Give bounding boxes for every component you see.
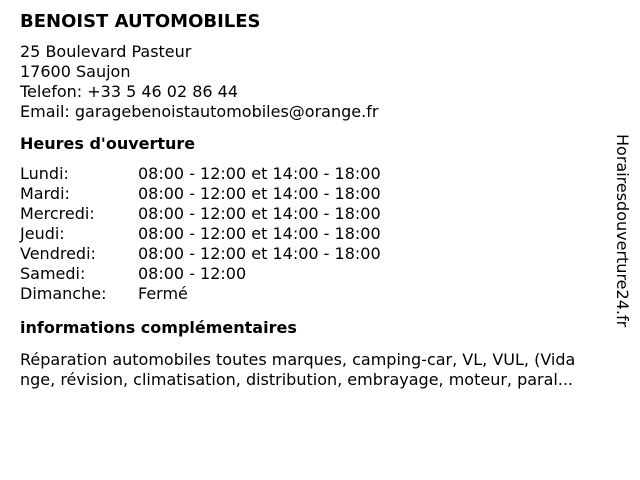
additional-info-line-1: Réparation automobiles toutes marques, camping-car, VL, VUL, (Vida (20, 350, 576, 369)
hours-row-tuesday (20, 184, 620, 204)
day-hours: 08:00 - 12:00 et 14:00 - 18:00 (138, 184, 381, 203)
day-label: Mardi: (20, 184, 70, 203)
hours-row-wednesday (20, 204, 620, 224)
hours-row-thursday (20, 224, 620, 244)
day-hours: 08:00 - 12:00 et 14:00 - 18:00 (138, 164, 381, 183)
additional-info-line-2: nge, révision, climatisation, distribution, embrayage, moteur, paral... (20, 370, 574, 389)
hours-row-monday (20, 164, 620, 184)
business-name: BENOIST AUTOMOBILES (20, 11, 261, 32)
day-label: Mercredi: (20, 204, 95, 223)
day-hours: 08:00 - 12:00 et 14:00 - 18:00 (138, 244, 381, 263)
opening-hours-heading: Heures d'ouverture (20, 134, 196, 153)
address-street: 25 Boulevard Pasteur (20, 42, 192, 61)
opening-hours-list (20, 164, 620, 304)
day-label: Jeudi: (20, 224, 65, 243)
business-card (20, 10, 620, 390)
site-watermark: Horairesdouverture24.fr (613, 134, 632, 328)
day-label: Dimanche: (20, 284, 107, 303)
address-city: 17600 Saujon (20, 62, 131, 81)
day-hours: Fermé (138, 284, 188, 303)
day-label: Lundi: (20, 164, 69, 183)
hours-row-sunday (20, 284, 620, 304)
day-label: Vendredi: (20, 244, 96, 263)
day-hours: 08:00 - 12:00 et 14:00 - 18:00 (138, 224, 381, 243)
day-hours: 08:00 - 12:00 et 14:00 - 18:00 (138, 204, 381, 223)
day-label: Samedi: (20, 264, 86, 283)
additional-info-heading: informations complémentaires (20, 318, 297, 337)
hours-row-saturday (20, 264, 620, 284)
email-address: Email: garagebenoistautomobiles@orange.fr (20, 102, 379, 121)
day-hours: 08:00 - 12:00 (138, 264, 247, 283)
hours-row-friday (20, 244, 620, 264)
phone-number: Telefon: +33 5 46 02 86 44 (20, 82, 239, 101)
